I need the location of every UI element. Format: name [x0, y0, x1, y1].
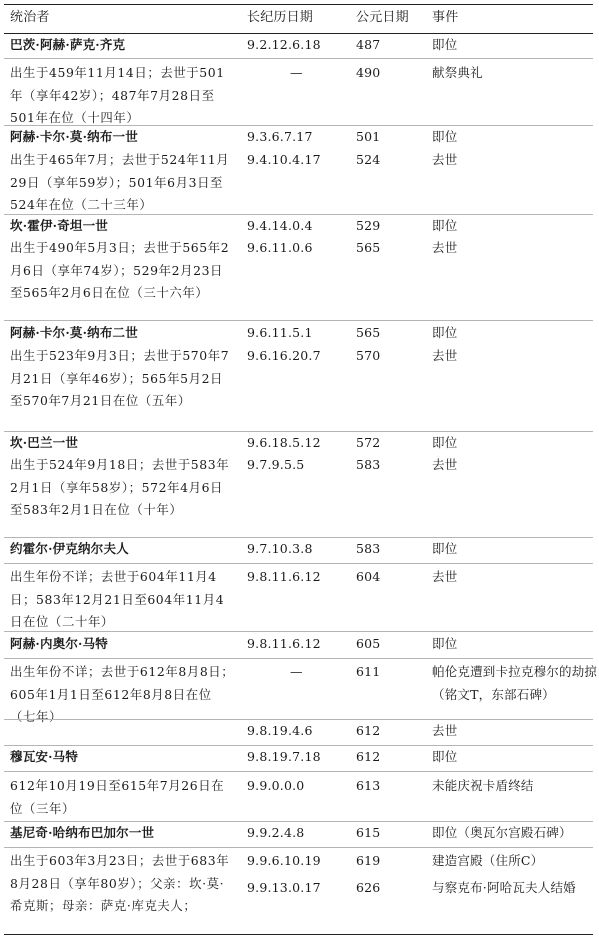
header-long-count: 长纪历日期 — [247, 10, 314, 25]
ruler-note: 出生于524年9月18日；去世于583年2月1日（享年58岁）；572年4月6日至583年2月1日在位（十年） — [10, 457, 230, 517]
long-count-date: 9.8.11.6.12 — [247, 569, 321, 584]
event: 即位 — [432, 325, 458, 340]
header-event: 事件 — [432, 10, 459, 25]
event: 即位 — [432, 541, 458, 556]
ruler-note: 出生于465年7月；去世于524年11月29日（享年59岁）；501年6月3日至524年在位（二十三年） — [10, 152, 230, 212]
ad-date: 487 — [356, 37, 381, 52]
event: 即位 — [432, 218, 458, 233]
long-count-date: 9.6.11.0.6 — [247, 240, 313, 255]
ruler-note: 出生年份不详；去世于604年11月4日；583年12月21日至604年11月4日在位（二十年） — [10, 569, 225, 629]
row-divider — [4, 563, 593, 564]
ruler-note: 出生于523年9月3日；去世于570年7月21日（享年46岁）；565年5月2日至570年7月21日在位（五年） — [10, 348, 230, 408]
row-divider — [4, 320, 593, 321]
ad-date: 605 — [356, 636, 381, 651]
event: 去世 — [432, 348, 458, 363]
ad-date: 501 — [356, 129, 381, 144]
long-count-date: 9.3.6.7.17 — [247, 129, 313, 144]
ad-date: 570 — [356, 348, 381, 363]
ruler-name: 穆瓦安·马特 — [10, 749, 79, 764]
header-ad-date: 公元日期 — [356, 10, 409, 25]
ad-date: 613 — [356, 778, 381, 793]
long-count-date: 9.9.13.0.17 — [247, 880, 321, 895]
long-count-date: 9.4.14.0.4 — [247, 218, 313, 233]
ad-date: 604 — [356, 569, 381, 584]
ruler-note: 612年10月19日至615年7月26日在位（三年） — [10, 778, 225, 816]
row-divider — [4, 631, 593, 632]
event: 即位 — [432, 636, 458, 651]
ad-date: 565 — [356, 240, 381, 255]
long-count-date: 9.8.11.6.12 — [247, 636, 321, 651]
ruler-note: 出生于459年11月14日；去世于501年（享年42岁）；487年7月28日至501年在位（十四年） — [10, 65, 225, 125]
event: 去世 — [432, 723, 458, 738]
ruler-name: 约霍尔·伊克纳尔夫人 — [10, 541, 129, 556]
ruler-name: 坎·霍伊·奇坦一世 — [10, 218, 109, 233]
long-count-date: 9.4.10.4.17 — [247, 152, 321, 167]
ruler-name: 阿赫·卡尔·莫·纳布二世 — [10, 325, 138, 340]
long-count-date: 9.6.18.5.12 — [247, 435, 321, 450]
ad-date: 626 — [356, 880, 381, 895]
row-divider — [4, 658, 593, 659]
ruler-name: 基尼奇·哈纳布巴加尔一世 — [10, 825, 155, 840]
event: 帕伦克遭到卡拉克穆尔的劫掠（铭文T，东部石碑） — [432, 664, 598, 702]
event: 献祭典礼 — [432, 65, 483, 80]
event: 与察克布·阿哈瓦夫人结婚 — [432, 880, 576, 895]
header-ruler: 统治者 — [10, 10, 50, 25]
ad-date: 615 — [356, 825, 381, 840]
ruler-note: 出生年份不详；去世于612年8月8日；605年1月1日至612年8月8日在位（七年） — [10, 664, 235, 724]
ad-date: 612 — [356, 723, 381, 738]
table-top-rule — [4, 4, 593, 5]
long-count-date: 9.6.11.5.1 — [247, 325, 313, 340]
event: 即位 — [432, 749, 458, 764]
long-count-date: 9.8.19.7.18 — [247, 749, 321, 764]
event: 即位 — [432, 37, 458, 52]
ruler-note: 出生于603年3月23日；去世于683年8月28日（享年80岁）；父亲：坎·莫·希克斯；母亲：萨克·库克夫人； — [10, 853, 230, 913]
ad-date: 565 — [356, 325, 381, 340]
event: 即位（奥瓦尔宫殿石碑） — [432, 825, 572, 840]
ad-date: 583 — [356, 541, 381, 556]
ruler-name: 阿赫·卡尔·莫·纳布一世 — [10, 129, 138, 144]
ad-date: 583 — [356, 457, 381, 472]
event: 即位 — [432, 435, 458, 450]
ad-date: 490 — [356, 65, 381, 80]
row-divider — [4, 58, 593, 59]
long-count-date: 9.9.0.0.0 — [247, 778, 305, 793]
long-count-date: 9.8.19.4.6 — [247, 723, 313, 738]
event: 未能庆祝卡盾终结 — [432, 778, 534, 793]
ruler-name: 巴茨·阿赫·萨克·齐克 — [10, 37, 126, 52]
ad-date: 524 — [356, 152, 381, 167]
event: 建造宫殿（住所C） — [432, 853, 544, 868]
long-count-date: 9.9.6.10.19 — [247, 853, 321, 868]
ad-date: 529 — [356, 218, 381, 233]
long-count-date: 9.7.10.3.8 — [247, 541, 313, 556]
event: 去世 — [432, 569, 458, 584]
row-divider — [4, 771, 593, 772]
long-count-date: 9.9.2.4.8 — [247, 825, 305, 840]
event: 即位 — [432, 129, 458, 144]
ruler-note: 出生于490年5月3日；去世于565年2月6日（享年74岁）；529年2月23日至565年2月6日在位（三十六年） — [10, 240, 230, 300]
table-bottom-rule — [4, 934, 593, 935]
row-divider — [4, 847, 593, 848]
long-count-date: 9.7.9.5.5 — [247, 457, 305, 472]
long-count-date: 9.6.16.20.7 — [247, 348, 321, 363]
ad-date: 619 — [356, 853, 381, 868]
event: 去世 — [432, 457, 458, 472]
ruler-name: 阿赫·内奥尔·马特 — [10, 636, 109, 651]
long-count-date: 9.2.12.6.18 — [247, 37, 321, 52]
ad-date: 612 — [356, 749, 381, 764]
event: 去世 — [432, 240, 458, 255]
ad-date: 611 — [356, 664, 381, 679]
ruler-name: 坎·巴兰一世 — [10, 435, 79, 450]
ad-date: 572 — [356, 435, 381, 450]
long-count-date: — — [290, 664, 303, 679]
long-count-date: — — [290, 65, 303, 80]
event: 去世 — [432, 152, 458, 167]
